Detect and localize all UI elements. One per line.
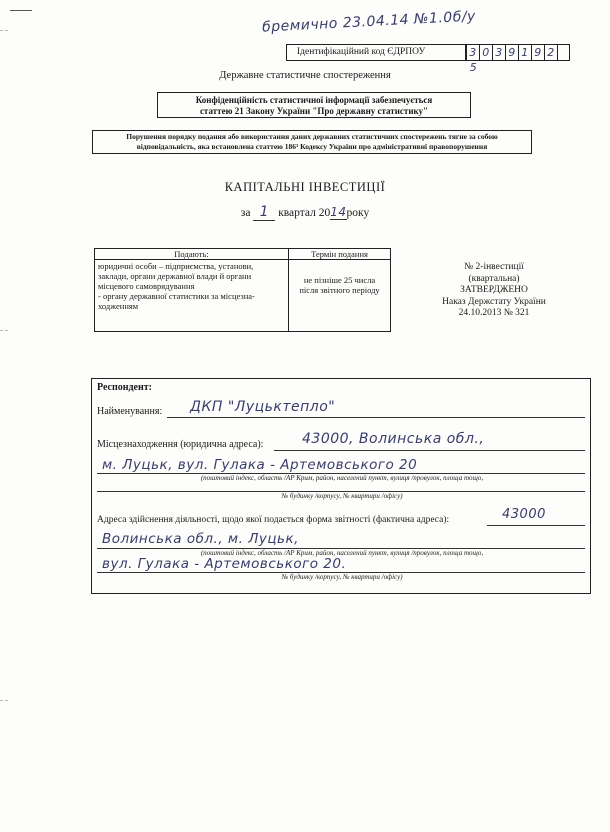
confidentiality-box [157, 92, 471, 118]
edrpou-digit: 9 [506, 45, 519, 60]
deadline-line: не пізніше 25 числа [303, 275, 376, 285]
submitters-line: місцевого самоврядування [98, 281, 195, 291]
actual-address-line2: вул. Гулака - Артемовського 20. [102, 556, 347, 572]
location-value-line2: м. Луцьк, вул. Гулака - Артемовського 20 [102, 457, 418, 473]
edrpou-digit: 1 [519, 45, 532, 60]
building-hint-2: № будинку /корпусу, № квартири /офісу) [281, 573, 403, 581]
report-period [0, 204, 610, 221]
actual-address-index: 43000 [502, 507, 546, 522]
edrpou-digit: 2 [545, 45, 558, 60]
location-label: Місцезнаходження (юридична адреса): [97, 439, 264, 450]
actual-address-label: Адреса здійснення діяльності, щодо якої подається форма звітності (фактична адреса): [97, 515, 450, 525]
year-value: 14 [330, 205, 347, 219]
name-label: Найменування: [97, 406, 163, 417]
form-order: Наказ Держстату України [442, 296, 546, 307]
form-period: (квартальна) [468, 273, 520, 284]
handwritten-registration-note: бремично 23.04.14 №1.0б/у [261, 8, 477, 36]
respondent-block [91, 378, 591, 594]
confidentiality-line: статтею 21 Закону України "Про державну статистику" [199, 106, 429, 116]
margin-mark [0, 330, 8, 331]
location-underline1 [274, 450, 585, 451]
form-approval-info [424, 262, 564, 320]
form-number: № 2-інвестиції [464, 262, 524, 272]
name-underline [167, 417, 585, 418]
margin-mark [0, 30, 8, 31]
edrpou-code-cells [466, 44, 570, 74]
name-value: ДКП "Луцьктепло" [190, 399, 336, 415]
edrpou-digit: 9 [532, 45, 545, 60]
table-header-line [95, 259, 390, 260]
respondent-heading: Респондент: [97, 382, 152, 393]
edrpou-digit: 3 [493, 45, 506, 60]
address-hint: (поштовий індекс, область /АР Крим, район, населений пункт, вулиця /провулок, площа тощо, [200, 474, 484, 482]
report-title: КАПІТАЛЬНІ ІНВЕСТИЦІЇ [224, 180, 386, 194]
submitters-line: юридичні особи – підприємства, установи, [98, 261, 254, 271]
submitters-line: заклади, органи державної влади й органи [98, 271, 252, 281]
violation-notice-box [92, 130, 532, 154]
submitters-header: Подають: [174, 249, 209, 259]
deadline-line: після звітного періоду [299, 285, 380, 295]
deadline-header: Термін подання [311, 249, 368, 259]
period-middle: квартал 20 [278, 207, 331, 219]
quarter-value: 1 [253, 204, 275, 221]
location-value-line1: 43000, Волинська обл., [302, 431, 485, 447]
actual-underline0 [487, 525, 585, 526]
edrpou-digit: 0 [480, 45, 493, 60]
deadline-text [289, 275, 390, 295]
actual-address-line1: Волинська обл., м. Луцьк, [102, 531, 299, 547]
period-prefix: за [240, 207, 251, 219]
form-order-date: 24.10.2013 № 321 [458, 308, 530, 318]
observation-heading: Державне статистичне спостереження [219, 70, 391, 81]
violation-line: Порушення порядку подання або використання даних державних статистичних спостережень тягне за собою [126, 132, 498, 141]
building-hint: № будинку /корпусу, № квартири /офісу) [281, 492, 403, 500]
edrpou-digit: 5 [469, 61, 478, 74]
period-suffix: року [346, 207, 370, 219]
corner-mark [10, 10, 32, 11]
confidentiality-line: Конфіденційність статистичної інформації забезпечується [195, 95, 433, 105]
edrpou-label: Ідентифікаційний код ЄДРПОУ [286, 44, 466, 61]
address-hint-2: (поштовий індекс, область /АР Крим, район, населений пункт, вулиця /провулок, площа тощо, [200, 549, 484, 557]
submitters-line: - органу державної статистики за місцезна- [98, 291, 255, 301]
submitters-line: ходженням [98, 301, 139, 311]
margin-mark [0, 700, 8, 701]
form-approved: ЗАТВЕРДЖЕНО [460, 285, 528, 295]
violation-line: відповідальність, яка встановлена статтею 186³ Кодексу України про адміністративні правопорушення [136, 142, 488, 151]
submission-table [94, 248, 391, 332]
submitters-text [98, 261, 286, 311]
edrpou-digit: 3 [467, 45, 480, 60]
